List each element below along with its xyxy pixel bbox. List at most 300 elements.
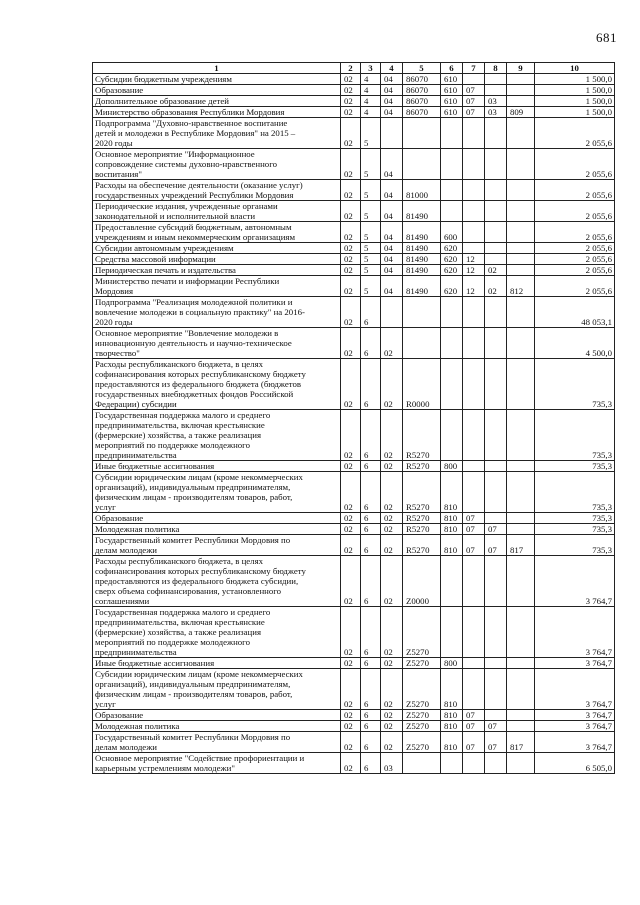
description-line: Дополнительное образование детей — [95, 96, 229, 106]
code-om-cell: 02 — [381, 359, 403, 410]
code-vr-cell: 610 — [441, 85, 463, 96]
code-grbs-cell — [507, 669, 535, 710]
code-direction-cell: R0000 — [403, 359, 441, 410]
code-gp-cell: 02 — [341, 721, 361, 732]
code-om-cell: 02 — [381, 328, 403, 359]
description-line: Субсидии бюджетным учреждениям — [95, 74, 232, 84]
code-vr-cell — [441, 118, 463, 149]
code-gp-cell: 02 — [341, 753, 361, 774]
row-description — [93, 472, 341, 513]
code-pp-cell: 6 — [361, 607, 381, 658]
code-pr-cell: 07 — [485, 535, 507, 556]
description-line: соглашениями — [95, 596, 150, 606]
code-direction-cell: 81490 — [403, 201, 441, 222]
column-header: 7 — [463, 63, 485, 74]
code-gp-cell: 02 — [341, 96, 361, 107]
code-rz-cell: 07 — [463, 96, 485, 107]
code-om-cell: 02 — [381, 721, 403, 732]
code-grbs-cell — [507, 472, 535, 513]
description-line: Расходы республиканского бюджета, в целях — [95, 556, 264, 566]
row-description — [93, 658, 341, 669]
code-rz-cell — [463, 607, 485, 658]
table-row — [93, 328, 615, 359]
code-vr-cell: 800 — [441, 658, 463, 669]
row-description — [93, 222, 341, 243]
code-rz-cell — [463, 410, 485, 461]
table-row — [93, 297, 615, 328]
description-line: Государственный комитет Республики Мордовия по — [95, 732, 291, 742]
row-description — [93, 107, 341, 118]
description-line: воспитания" — [95, 169, 142, 179]
code-direction-cell: 81490 — [403, 222, 441, 243]
code-gp-cell: 02 — [341, 410, 361, 461]
row-description — [93, 85, 341, 96]
table-row — [93, 556, 615, 607]
description-line: учреждениям и иным некоммерческим организациям — [95, 232, 296, 242]
amount-cell: 1 500,0 — [535, 85, 615, 96]
code-grbs-cell — [507, 461, 535, 472]
table-row — [93, 243, 615, 254]
code-gp-cell: 02 — [341, 180, 361, 201]
code-grbs-cell — [507, 328, 535, 359]
code-rz-cell: 07 — [463, 732, 485, 753]
code-pp-cell: 6 — [361, 359, 381, 410]
code-pp-cell: 4 — [361, 107, 381, 118]
code-pp-cell: 5 — [361, 149, 381, 180]
code-grbs-cell — [507, 513, 535, 524]
code-vr-cell: 810 — [441, 721, 463, 732]
code-direction-cell: R5270 — [403, 524, 441, 535]
code-grbs-cell — [507, 607, 535, 658]
amount-cell: 735,3 — [535, 524, 615, 535]
code-grbs-cell: 809 — [507, 107, 535, 118]
code-gp-cell: 02 — [341, 74, 361, 85]
code-grbs-cell: 817 — [507, 732, 535, 753]
row-description — [93, 753, 341, 774]
code-gp-cell: 02 — [341, 149, 361, 180]
code-pp-cell: 5 — [361, 276, 381, 297]
code-rz-cell — [463, 74, 485, 85]
table-row — [93, 535, 615, 556]
description-line: законодательной и исполнительной власти — [95, 211, 256, 221]
code-pr-cell — [485, 149, 507, 180]
code-pr-cell: 07 — [485, 721, 507, 732]
column-header: 9 — [507, 63, 535, 74]
row-description — [93, 149, 341, 180]
description-line: Молодежная политика — [95, 524, 180, 534]
table-row — [93, 721, 615, 732]
row-description — [93, 461, 341, 472]
code-pp-cell: 4 — [361, 74, 381, 85]
description-line: (фермерские) хозяйства, а также реализация — [95, 430, 261, 440]
description-line: (фермерские) хозяйства, а также реализация — [95, 627, 261, 637]
code-rz-cell: 07 — [463, 85, 485, 96]
description-line: Министерство образования Республики Мордовия — [95, 107, 285, 117]
row-description — [93, 265, 341, 276]
code-vr-cell — [441, 753, 463, 774]
row-description — [93, 669, 341, 710]
description-line: предпринимательства, включая крестьянские — [95, 617, 265, 627]
amount-cell: 2 055,6 — [535, 265, 615, 276]
description-line: услуг — [95, 699, 116, 709]
code-pr-cell — [485, 607, 507, 658]
code-pr-cell — [485, 410, 507, 461]
description-line: Министерство печати и информации Республики — [95, 276, 280, 286]
code-grbs-cell — [507, 556, 535, 607]
code-grbs-cell — [507, 524, 535, 535]
code-gp-cell: 02 — [341, 472, 361, 513]
code-pp-cell: 6 — [361, 297, 381, 328]
description-line: Образование — [95, 85, 144, 95]
code-gp-cell: 02 — [341, 524, 361, 535]
code-rz-cell — [463, 472, 485, 513]
table-row — [93, 180, 615, 201]
code-om-cell: 02 — [381, 658, 403, 669]
code-pr-cell: 03 — [485, 107, 507, 118]
amount-cell: 6 505,0 — [535, 753, 615, 774]
code-direction-cell: R5270 — [403, 535, 441, 556]
row-description — [93, 96, 341, 107]
code-rz-cell: 07 — [463, 107, 485, 118]
code-pr-cell — [485, 85, 507, 96]
code-vr-cell: 810 — [441, 669, 463, 710]
description-line: Предоставление субсидий бюджетным, автономным — [95, 222, 292, 232]
code-pp-cell: 5 — [361, 118, 381, 149]
code-pp-cell: 6 — [361, 658, 381, 669]
description-line: Основное мероприятие "Вовлечение молодежи в — [95, 328, 279, 338]
code-om-cell: 04 — [381, 85, 403, 96]
description-line: физическим лицам - производителям товаров, работ, — [95, 689, 293, 699]
amount-cell: 2 055,6 — [535, 180, 615, 201]
code-vr-cell — [441, 297, 463, 328]
code-gp-cell: 02 — [341, 118, 361, 149]
row-description — [93, 74, 341, 85]
code-gp-cell: 02 — [341, 461, 361, 472]
column-header: 2 — [341, 63, 361, 74]
code-rz-cell: 12 — [463, 254, 485, 265]
row-description — [93, 732, 341, 753]
code-pr-cell: 07 — [485, 732, 507, 753]
code-om-cell: 02 — [381, 607, 403, 658]
code-direction-cell — [403, 297, 441, 328]
code-pr-cell — [485, 513, 507, 524]
code-gp-cell: 02 — [341, 607, 361, 658]
code-pp-cell: 6 — [361, 721, 381, 732]
description-line: предпринимательства — [95, 647, 177, 657]
description-line: государственных внебюджетных фондов Российской — [95, 389, 294, 399]
row-description — [93, 180, 341, 201]
code-direction-cell — [403, 118, 441, 149]
table-row — [93, 472, 615, 513]
description-line: Государственная поддержка малого и среднего — [95, 607, 271, 617]
code-gp-cell: 02 — [341, 556, 361, 607]
code-pr-cell: 02 — [485, 265, 507, 276]
code-grbs-cell — [507, 222, 535, 243]
code-rz-cell — [463, 658, 485, 669]
code-direction-cell: Z5270 — [403, 721, 441, 732]
code-gp-cell: 02 — [341, 328, 361, 359]
code-om-cell: 04 — [381, 74, 403, 85]
code-rz-cell: 12 — [463, 265, 485, 276]
code-pp-cell: 5 — [361, 254, 381, 265]
code-grbs-cell: 812 — [507, 276, 535, 297]
table-header-row — [93, 63, 615, 74]
row-description — [93, 607, 341, 658]
code-rz-cell — [463, 328, 485, 359]
code-om-cell: 02 — [381, 535, 403, 556]
amount-cell: 3 764,7 — [535, 732, 615, 753]
code-pr-cell — [485, 658, 507, 669]
code-direction-cell: R5270 — [403, 513, 441, 524]
description-line: сверх объема софинансирования, установленного — [95, 586, 282, 596]
code-rz-cell: 12 — [463, 276, 485, 297]
code-rz-cell — [463, 222, 485, 243]
code-direction-cell — [403, 149, 441, 180]
column-header: 10 — [535, 63, 615, 74]
code-direction-cell: Z5270 — [403, 658, 441, 669]
code-pp-cell: 5 — [361, 243, 381, 254]
code-om-cell: 02 — [381, 513, 403, 524]
code-grbs-cell: 817 — [507, 535, 535, 556]
code-grbs-cell — [507, 410, 535, 461]
code-vr-cell: 810 — [441, 472, 463, 513]
code-gp-cell: 02 — [341, 297, 361, 328]
code-pr-cell — [485, 753, 507, 774]
description-line: софинансирования которых республиканскому бюджету — [95, 566, 306, 576]
table-row — [93, 276, 615, 297]
code-direction-cell — [403, 328, 441, 359]
column-header: 3 — [361, 63, 381, 74]
code-rz-cell — [463, 753, 485, 774]
code-grbs-cell — [507, 201, 535, 222]
amount-cell: 2 055,6 — [535, 254, 615, 265]
code-pp-cell: 6 — [361, 328, 381, 359]
table-row — [93, 732, 615, 753]
code-om-cell: 02 — [381, 461, 403, 472]
table-row — [93, 107, 615, 118]
code-rz-cell — [463, 149, 485, 180]
code-rz-cell: 07 — [463, 721, 485, 732]
description-line: Подпрограмма "Духовно-нравственное воспитание — [95, 118, 288, 128]
amount-cell: 735,3 — [535, 535, 615, 556]
code-om-cell: 02 — [381, 710, 403, 721]
code-grbs-cell — [507, 265, 535, 276]
row-description — [93, 328, 341, 359]
row-description — [93, 524, 341, 535]
amount-cell: 3 764,7 — [535, 710, 615, 721]
amount-cell: 4 500,0 — [535, 328, 615, 359]
column-header: 8 — [485, 63, 507, 74]
code-gp-cell: 02 — [341, 513, 361, 524]
code-gp-cell: 02 — [341, 265, 361, 276]
code-gp-cell: 02 — [341, 710, 361, 721]
code-pr-cell — [485, 74, 507, 85]
code-vr-cell: 610 — [441, 74, 463, 85]
code-gp-cell: 02 — [341, 201, 361, 222]
description-line: 2020 годы — [95, 138, 133, 148]
code-gp-cell: 02 — [341, 669, 361, 710]
code-pp-cell: 6 — [361, 556, 381, 607]
table-row — [93, 118, 615, 149]
budget-table — [92, 62, 615, 774]
code-vr-cell: 810 — [441, 732, 463, 753]
description-line: Периодические издания, учрежденные органами — [95, 201, 278, 211]
amount-cell: 2 055,6 — [535, 149, 615, 180]
table-row — [93, 410, 615, 461]
row-description — [93, 359, 341, 410]
code-pr-cell — [485, 180, 507, 201]
description-line: Молодежная политика — [95, 721, 180, 731]
column-header: 4 — [381, 63, 403, 74]
code-gp-cell: 02 — [341, 359, 361, 410]
amount-cell: 3 764,7 — [535, 669, 615, 710]
table-row — [93, 359, 615, 410]
table-row — [93, 85, 615, 96]
code-om-cell: 02 — [381, 524, 403, 535]
table-row — [93, 513, 615, 524]
code-grbs-cell — [507, 710, 535, 721]
code-om-cell: 04 — [381, 107, 403, 118]
amount-cell: 1 500,0 — [535, 74, 615, 85]
code-direction-cell: 81490 — [403, 254, 441, 265]
code-direction-cell: 81490 — [403, 276, 441, 297]
code-om-cell: 04 — [381, 254, 403, 265]
code-pp-cell: 6 — [361, 710, 381, 721]
code-om-cell: 02 — [381, 556, 403, 607]
code-direction-cell: 86070 — [403, 74, 441, 85]
code-direction-cell: 86070 — [403, 96, 441, 107]
row-description — [93, 513, 341, 524]
amount-cell: 1 500,0 — [535, 107, 615, 118]
description-line: физическим лицам - производителям товаров, работ, — [95, 492, 293, 502]
row-description — [93, 556, 341, 607]
code-om-cell: 04 — [381, 276, 403, 297]
code-gp-cell: 02 — [341, 732, 361, 753]
code-vr-cell — [441, 201, 463, 222]
code-pp-cell: 5 — [361, 222, 381, 243]
code-pp-cell: 4 — [361, 85, 381, 96]
code-direction-cell: 86070 — [403, 107, 441, 118]
table-row — [93, 222, 615, 243]
code-rz-cell — [463, 669, 485, 710]
row-description — [93, 254, 341, 265]
description-line: организаций), индивидуальным предпринимателям, — [95, 482, 291, 492]
code-vr-cell: 810 — [441, 513, 463, 524]
row-description — [93, 410, 341, 461]
code-vr-cell — [441, 328, 463, 359]
description-line: Субсидии юридическим лицам (кроме некоммерческих — [95, 669, 303, 679]
code-gp-cell: 02 — [341, 243, 361, 254]
code-direction-cell: Z5270 — [403, 732, 441, 753]
description-line: детей и молодежи в Республике Мордовия" на 2015 – — [95, 128, 296, 138]
description-line: Субсидии автономным учреждениям — [95, 243, 234, 253]
code-rz-cell — [463, 359, 485, 410]
code-vr-cell — [441, 607, 463, 658]
code-direction-cell: Z5270 — [403, 607, 441, 658]
code-vr-cell: 810 — [441, 535, 463, 556]
description-line: предпринимательства — [95, 450, 177, 460]
row-description — [93, 201, 341, 222]
table-row — [93, 201, 615, 222]
code-pr-cell: 02 — [485, 276, 507, 297]
description-line: услуг — [95, 502, 116, 512]
code-pr-cell — [485, 472, 507, 513]
description-line: Основное мероприятие "Содействие профориентации и — [95, 753, 305, 763]
code-om-cell: 04 — [381, 149, 403, 180]
code-direction-cell: R5270 — [403, 410, 441, 461]
description-line: Подпрограмма "Реализация молодежной политики и — [95, 297, 293, 307]
amount-cell: 1 500,0 — [535, 96, 615, 107]
code-om-cell: 04 — [381, 222, 403, 243]
code-rz-cell: 07 — [463, 710, 485, 721]
table-row — [93, 524, 615, 535]
table-row — [93, 265, 615, 276]
amount-cell: 3 764,7 — [535, 607, 615, 658]
code-grbs-cell — [507, 243, 535, 254]
code-pr-cell — [485, 328, 507, 359]
code-om-cell — [381, 297, 403, 328]
code-gp-cell: 02 — [341, 658, 361, 669]
amount-cell: 735,3 — [535, 472, 615, 513]
table-row — [93, 149, 615, 180]
description-line: Иные бюджетные ассигнования — [95, 658, 215, 668]
table-row — [93, 669, 615, 710]
code-pr-cell: 07 — [485, 524, 507, 535]
code-direction-cell: 81000 — [403, 180, 441, 201]
code-pr-cell — [485, 297, 507, 328]
code-vr-cell: 810 — [441, 524, 463, 535]
code-grbs-cell — [507, 96, 535, 107]
code-pp-cell: 6 — [361, 732, 381, 753]
code-rz-cell — [463, 461, 485, 472]
column-header: 6 — [441, 63, 463, 74]
amount-cell: 2 055,6 — [535, 243, 615, 254]
code-pr-cell — [485, 710, 507, 721]
code-vr-cell: 620 — [441, 243, 463, 254]
row-description — [93, 535, 341, 556]
code-direction-cell: R5270 — [403, 461, 441, 472]
code-direction-cell — [403, 753, 441, 774]
amount-cell: 735,3 — [535, 513, 615, 524]
table-row — [93, 658, 615, 669]
code-pp-cell: 5 — [361, 180, 381, 201]
code-pp-cell: 6 — [361, 669, 381, 710]
amount-cell: 2 055,6 — [535, 201, 615, 222]
code-pp-cell: 6 — [361, 472, 381, 513]
description-line: софинансирования которых республиканскому бюджету — [95, 369, 306, 379]
description-line: Средства массовой информации — [95, 254, 216, 264]
code-pr-cell — [485, 359, 507, 410]
code-pp-cell: 6 — [361, 753, 381, 774]
code-om-cell — [381, 118, 403, 149]
code-grbs-cell — [507, 74, 535, 85]
code-direction-cell: R5270 — [403, 472, 441, 513]
code-rz-cell: 07 — [463, 535, 485, 556]
code-grbs-cell — [507, 149, 535, 180]
amount-cell: 3 764,7 — [535, 721, 615, 732]
table-row — [93, 461, 615, 472]
code-pp-cell: 6 — [361, 513, 381, 524]
table-row — [93, 607, 615, 658]
code-rz-cell — [463, 556, 485, 607]
table-row — [93, 254, 615, 265]
page-number: 681 — [596, 30, 617, 45]
code-om-cell: 03 — [381, 753, 403, 774]
code-pr-cell — [485, 243, 507, 254]
description-line: Расходы на обеспечение деятельности (оказание услуг) — [95, 180, 303, 190]
description-line: мероприятий по поддержке молодежного — [95, 637, 250, 647]
code-rz-cell — [463, 243, 485, 254]
